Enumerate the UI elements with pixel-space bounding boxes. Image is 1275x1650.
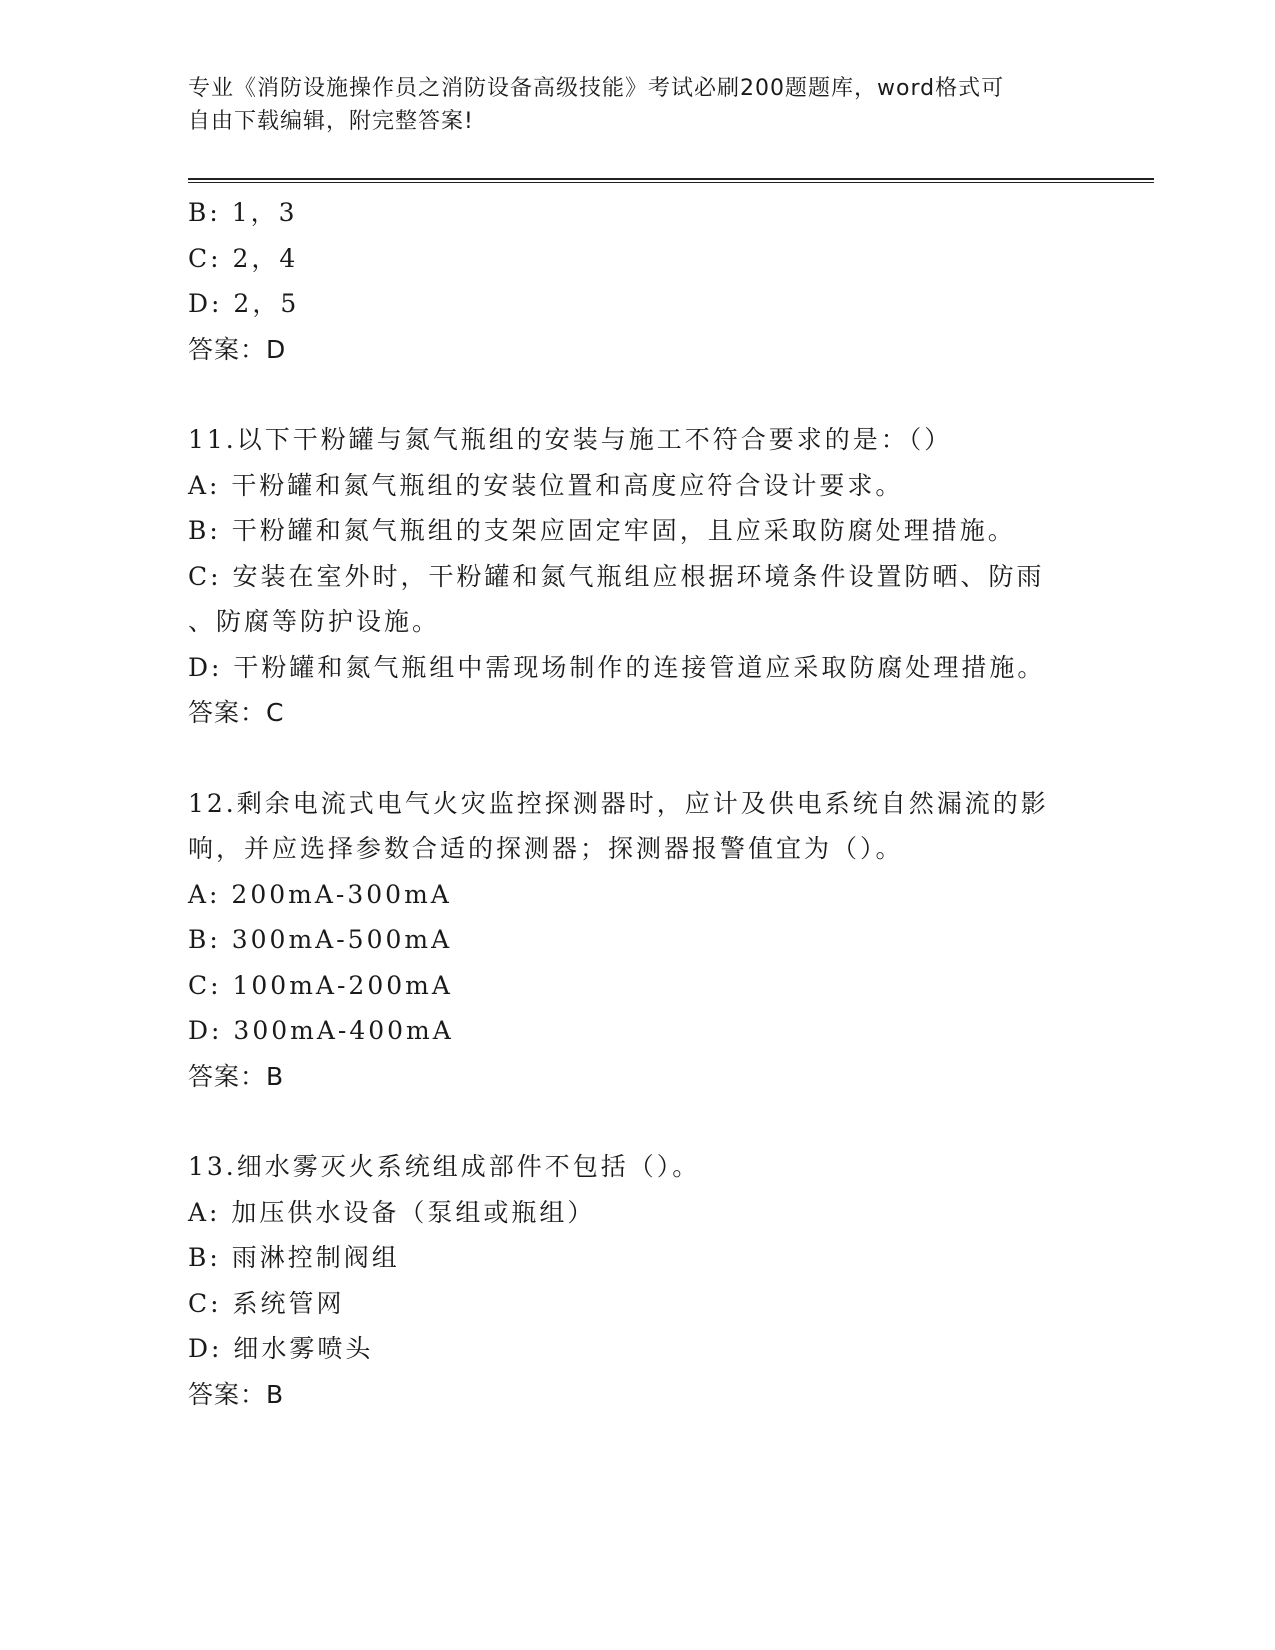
- previous-question-tail: [188, 190, 1088, 372]
- option-c: C: 系统管网: [188, 1288, 345, 1318]
- option-d: D: 300mA-400mA: [188, 1016, 454, 1045]
- option-b: B: 1，3: [188, 198, 298, 227]
- spacer: [188, 1099, 1088, 1144]
- option-c: C: 2，4: [188, 243, 299, 273]
- question-stem: 11.以下干粉罐与氮气瓶组的安装与施工不符合要求的是：（）: [188, 425, 953, 454]
- page-header: [188, 72, 1068, 138]
- option-b: B: 干粉罐和氮气瓶组的支架应固定牢固，且应采取防腐处理措施。: [188, 516, 1016, 545]
- question-list: [188, 190, 1088, 1417]
- option-d: D: 细水雾喷头: [188, 1334, 374, 1363]
- answer: 答案：C: [188, 698, 285, 727]
- option-a: A: 干粉罐和氮气瓶组的安装位置和高度应符合设计要求。: [188, 470, 904, 500]
- option-c: C: 安装在室外时，干粉罐和氮气瓶组应根据环境条件设置防晒、防雨: [188, 561, 1045, 591]
- answer: 答案：B: [188, 1379, 285, 1409]
- option-d: D: 2，5: [188, 289, 300, 318]
- option-b: B: 雨淋控制阀组: [188, 1243, 400, 1272]
- option-c-continued: 、防腐等防护设施。: [188, 607, 441, 636]
- question-stem-continued: 响，并应选择参数合适的探测器；探测器报警值宜为（）。: [188, 834, 904, 863]
- option-a: A: 200mA-300mA: [188, 879, 452, 909]
- option-a: A: 加压供水设备（泵组或瓶组）: [188, 1197, 596, 1227]
- option-b: B: 300mA-500mA: [188, 925, 453, 954]
- question-stem: 12.剩余电流式电气火灾监控探测器时，应计及供电系统自然漏流的影: [188, 788, 1049, 818]
- header-line-2: 自由下载编辑，附完整答案!: [188, 109, 474, 134]
- question-13: [188, 1144, 1088, 1417]
- answer: 答案：D: [188, 334, 287, 364]
- answer: 答案：B: [188, 1061, 285, 1091]
- header-divider: [188, 178, 1154, 183]
- question-stem: 13.细水雾灭火系统组成部件不包括（）。: [188, 1152, 701, 1181]
- option-c: C: 100mA-200mA: [188, 970, 453, 1000]
- header-line-1: 专业《消防设施操作员之消防设备高级技能》考试必刷200题题库，word格式可: [188, 76, 1005, 101]
- spacer: [188, 736, 1088, 781]
- spacer: [188, 372, 1088, 417]
- question-12: [188, 781, 1088, 1100]
- question-11: [188, 417, 1088, 736]
- option-d: D: 干粉罐和氮气瓶组中需现场制作的连接管道应采取防腐处理措施。: [188, 652, 1046, 682]
